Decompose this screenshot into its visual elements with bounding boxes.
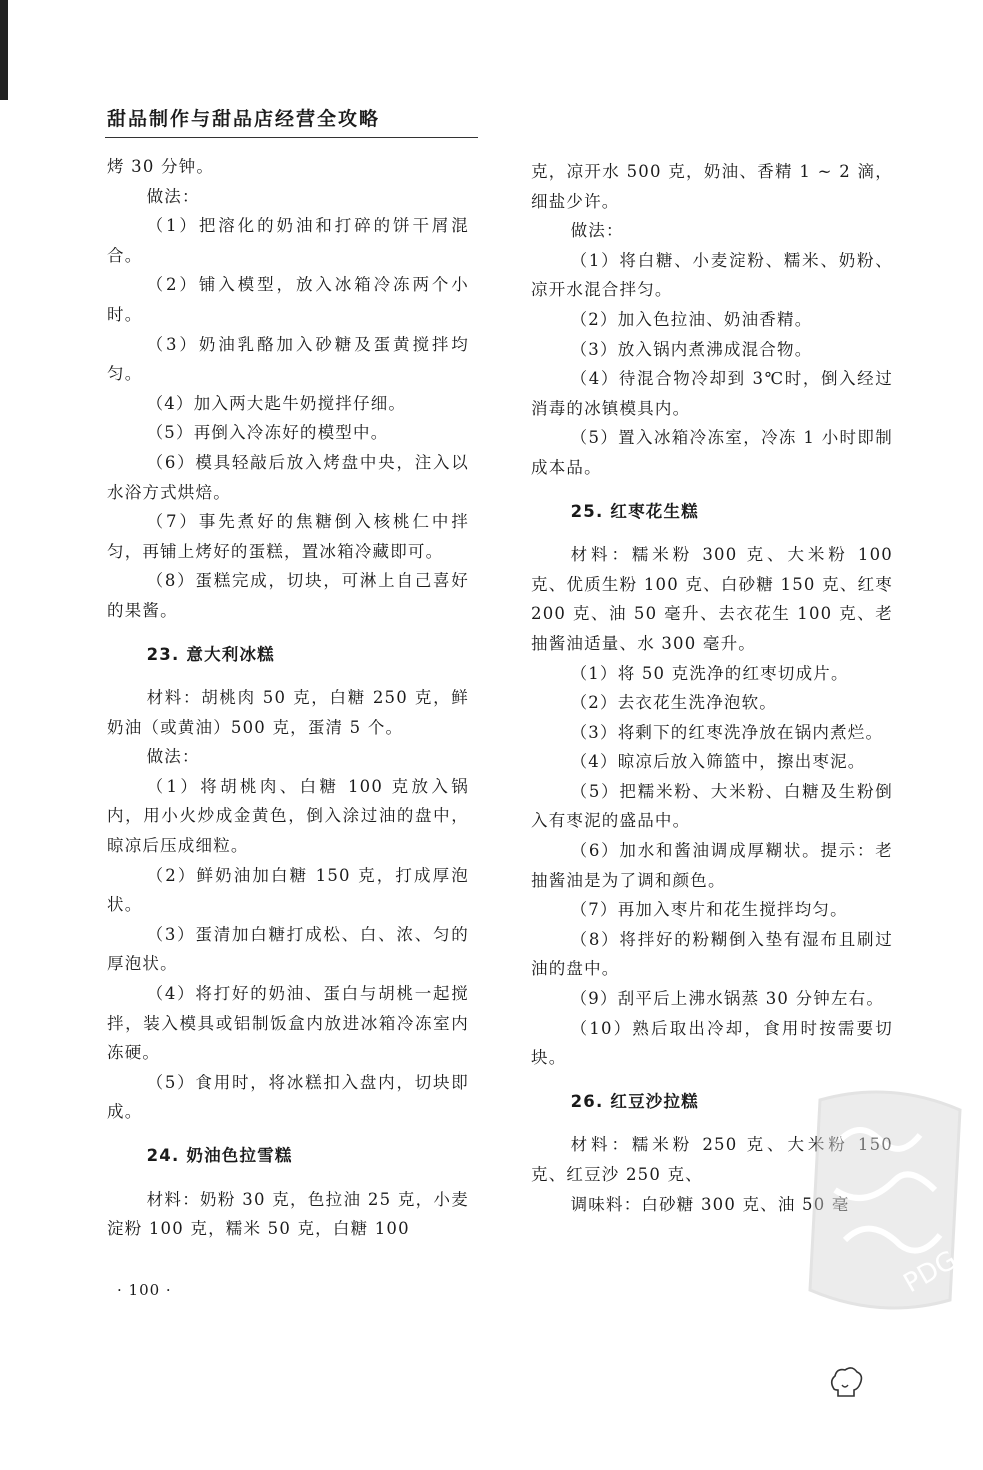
paragraph: （4）待混合物冷却到 3℃时，倒入经过消毒的冰镇模具内。 (531, 369, 893, 418)
paragraph: 材料：糯米粉 250 克、大米粉 150 克、红豆沙 250 克、 (531, 1135, 893, 1184)
paragraph: （7）再加入枣片和花生搅拌均匀。 (570, 900, 848, 920)
paragraph: （3）放入锅内煮沸成混合物。 (570, 339, 813, 359)
paragraph: （1）将白糖、小麦淀粉、糯米、奶粉、凉开水混合拌匀。 (531, 250, 893, 300)
paragraph: （8）蛋糕完成，切块，可淋上自己喜好的果酱。 (107, 571, 469, 620)
paragraph: 材料：奶粉 30 克，色拉油 25 克，小麦淀粉 100 克，糯米 50 克，白糖 100 (107, 1189, 469, 1239)
paragraph: （2）去衣花生洗净泡软。 (570, 693, 777, 713)
paragraph: （1）将 50 克洗净的红枣切成片。 (570, 663, 849, 683)
paragraph: （4）晾凉后放入筛篮中，擦出枣泥。 (570, 752, 866, 772)
header-rule (105, 137, 478, 138)
paragraph: （2）加入色拉油、奶油香精。 (570, 309, 813, 329)
paragraph: 做法： (146, 186, 200, 206)
paragraph: （6）模具轻敲后放入烤盘中央，注入以水浴方式烘焙。 (107, 452, 469, 502)
paragraph: （5）置入冰箱冷冻室，冷冻 1 小时即制成本品。 (531, 428, 893, 477)
running-head-title: 甜品制作与甜品店经营全攻略 (107, 108, 381, 130)
paragraph: （5）再倒入冷冻好的模型中。 (146, 423, 389, 443)
paragraph: （10）熟后取出冷却，食用时按需要切块。 (531, 1018, 893, 1068)
chef-hat-icon (828, 1365, 864, 1399)
paragraph: （4）加入两大匙牛奶搅拌仔细。 (146, 393, 407, 413)
paragraph: （4）将打好的奶油、蛋白与胡桃一起搅拌，装入模具或铝制饭盒内放进冰箱冷冻室内冻硬。 (107, 984, 469, 1063)
paragraph: （1）将胡桃肉、白糖 100 克放入锅内，用小火炒成金黄色，倒入涂过油的盘中，晾凉后压成细粒。 (107, 776, 469, 856)
paragraph: 材料：糯米粉 300 克、大米粉 100 克、优质生粉 100 克、白砂糖 150 克、红枣 200 克、油 50 毫升、去衣花生 100 克、老抽酱油适量、水 300 毫升。 (531, 545, 893, 653)
page-number: · 100 · (117, 1281, 172, 1299)
recipe-heading: 26. 红豆沙拉糕 (570, 1091, 699, 1111)
recipe-heading: 25. 红枣花生糕 (570, 501, 699, 521)
paragraph: 做法： (146, 747, 200, 767)
paragraph: 调味料：白砂糖 300 克、油 50 毫 (570, 1194, 850, 1214)
paragraph: （9）刮平后上沸水锅蒸 30 分钟左右。 (570, 989, 885, 1009)
paragraph: （3）奶油乳酪加入砂糖及蛋黄搅拌均匀。 (107, 334, 469, 384)
paragraph: （2）鲜奶油加白糖 150 克，打成厚泡状。 (107, 865, 469, 915)
paragraph: （3）将剩下的红枣洗净放在锅内煮烂。 (570, 722, 884, 742)
paragraph: （8）将拌好的粉糊倒入垫有湿布且刷过油的盘中。 (531, 929, 893, 979)
watermark-seal (800, 1070, 970, 1320)
paragraph: 做法： (570, 221, 624, 241)
paragraph: （3）蛋清加白糖打成松、白、浓、匀的厚泡状。 (107, 924, 469, 974)
right-column (531, 157, 893, 1219)
paragraph: 克，凉开水 500 克，奶油、香精 1 ~ 2 滴，细盐少许。 (531, 162, 893, 211)
paragraph: （6）加水和酱油调成厚糊状。提示：老抽酱油是为了调和颜色。 (531, 841, 893, 890)
paragraph: （7）事先煮好的焦糖倒入核桃仁中拌匀，再铺上烤好的蛋糕，置冰箱冷藏即可。 (107, 512, 469, 561)
paragraph: （1）把溶化的奶油和打碎的饼干屑混合。 (107, 216, 469, 265)
recipe-heading: 23. 意大利冰糕 (146, 644, 275, 664)
scan-edge (0, 0, 8, 100)
left-column (107, 152, 469, 1244)
paragraph: 材料：胡桃肉 50 克，白糖 250 克，鲜奶油（或黄油）500 克，蛋清 5 个。 (107, 688, 469, 737)
paragraph: 烤 30 分钟。 (107, 157, 215, 176)
paragraph: （5）食用时，将冰糕扣入盘内，切块即成。 (107, 1072, 469, 1122)
watermark-text: PDG (898, 1245, 963, 1300)
paragraph: （5）把糯米粉、大米粉、白糖及生粉倒入有枣泥的盛品中。 (531, 781, 893, 831)
paragraph: （2）铺入模型，放入冰箱冷冻两个小时。 (107, 275, 469, 324)
recipe-heading: 24. 奶油色拉雪糕 (146, 1146, 293, 1165)
